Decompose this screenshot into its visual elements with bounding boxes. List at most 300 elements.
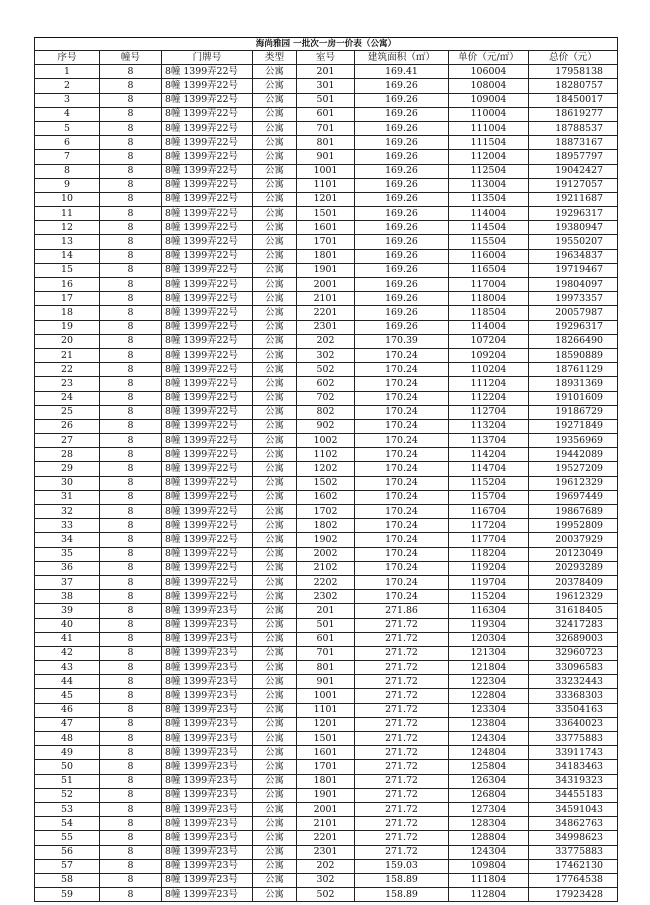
cell-type: 公寓	[253, 547, 297, 561]
table-row	[35, 150, 618, 164]
cell-building: 8	[100, 646, 162, 660]
table-row	[35, 618, 618, 632]
table-row	[35, 590, 618, 604]
cell-area: 170.24	[355, 476, 449, 490]
cell-unit-price: 116504	[449, 263, 529, 277]
cell-index: 18	[35, 306, 100, 320]
cell-type: 公寓	[253, 590, 297, 604]
cell-area: 169.26	[355, 121, 449, 135]
cell-area: 169.26	[355, 79, 449, 93]
cell-room: 1801	[297, 774, 355, 788]
cell-total-price: 18931369	[529, 377, 618, 391]
cell-unit-price: 114004	[449, 320, 529, 334]
cell-unit-price: 109204	[449, 348, 529, 362]
cell-unit-price: 122304	[449, 675, 529, 689]
cell-building: 8	[100, 377, 162, 391]
cell-address: 8幢 1399弄22号	[162, 150, 253, 164]
table-row	[35, 320, 618, 334]
cell-room: 701	[297, 121, 355, 135]
table-row	[35, 519, 618, 533]
cell-total-price: 19127057	[529, 178, 618, 192]
cell-building: 8	[100, 419, 162, 433]
cell-room: 502	[297, 363, 355, 377]
cell-address: 8幢 1399弄22号	[162, 490, 253, 504]
cell-unit-price: 112004	[449, 150, 529, 164]
table-row	[35, 604, 618, 618]
cell-index: 17	[35, 292, 100, 306]
table-row	[35, 405, 618, 419]
header-address: 门牌号	[162, 51, 253, 65]
cell-index: 4	[35, 107, 100, 121]
cell-area: 271.72	[355, 845, 449, 859]
cell-building: 8	[100, 547, 162, 561]
cell-area: 271.72	[355, 703, 449, 717]
table-row	[35, 873, 618, 887]
cell-total-price: 19356969	[529, 434, 618, 448]
cell-total-price: 19804097	[529, 278, 618, 292]
cell-type: 公寓	[253, 505, 297, 519]
cell-index: 53	[35, 802, 100, 816]
cell-unit-price: 118504	[449, 306, 529, 320]
cell-unit-price: 114504	[449, 221, 529, 235]
cell-address: 8幢 1399弄22号	[162, 178, 253, 192]
cell-index: 47	[35, 717, 100, 731]
cell-room: 2301	[297, 320, 355, 334]
cell-address: 8幢 1399弄23号	[162, 675, 253, 689]
cell-room: 1602	[297, 490, 355, 504]
cell-building: 8	[100, 732, 162, 746]
cell-unit-price: 120304	[449, 632, 529, 646]
cell-area: 170.24	[355, 391, 449, 405]
price-list-sheet	[34, 37, 617, 902]
cell-type: 公寓	[253, 561, 297, 575]
cell-index: 26	[35, 419, 100, 433]
cell-address: 8幢 1399弄22号	[162, 192, 253, 206]
cell-index: 51	[35, 774, 100, 788]
cell-area: 170.24	[355, 448, 449, 462]
cell-total-price: 19271849	[529, 419, 618, 433]
cell-index: 14	[35, 249, 100, 263]
cell-address: 8幢 1399弄22号	[162, 419, 253, 433]
cell-address: 8幢 1399弄22号	[162, 448, 253, 462]
table-row	[35, 661, 618, 675]
cell-area: 169.26	[355, 221, 449, 235]
cell-area: 271.72	[355, 661, 449, 675]
cell-address: 8幢 1399弄22号	[162, 65, 253, 79]
cell-total-price: 19634837	[529, 249, 618, 263]
cell-area: 170.24	[355, 348, 449, 362]
cell-type: 公寓	[253, 703, 297, 717]
cell-index: 29	[35, 462, 100, 476]
cell-area: 170.24	[355, 363, 449, 377]
cell-area: 169.26	[355, 292, 449, 306]
cell-room: 1202	[297, 462, 355, 476]
cell-index: 13	[35, 235, 100, 249]
cell-total-price: 32417283	[529, 618, 618, 632]
cell-area: 271.72	[355, 802, 449, 816]
cell-total-price: 18280757	[529, 79, 618, 93]
cell-index: 52	[35, 788, 100, 802]
cell-room: 1902	[297, 533, 355, 547]
cell-room: 501	[297, 93, 355, 107]
cell-type: 公寓	[253, 774, 297, 788]
cell-building: 8	[100, 448, 162, 462]
cell-area: 271.72	[355, 774, 449, 788]
cell-index: 2	[35, 79, 100, 93]
cell-address: 8幢 1399弄22号	[162, 79, 253, 93]
cell-total-price: 33232443	[529, 675, 618, 689]
cell-unit-price: 112204	[449, 391, 529, 405]
table-title: 海尚雅园 一批次一房一价表（公寓）	[35, 38, 618, 51]
cell-unit-price: 112804	[449, 888, 529, 902]
cell-index: 59	[35, 888, 100, 902]
cell-room: 1101	[297, 178, 355, 192]
cell-total-price: 34183463	[529, 760, 618, 774]
cell-address: 8幢 1399弄23号	[162, 618, 253, 632]
cell-area: 271.72	[355, 746, 449, 760]
table-row	[35, 121, 618, 135]
cell-type: 公寓	[253, 434, 297, 448]
table-row	[35, 363, 618, 377]
cell-total-price: 31618405	[529, 604, 618, 618]
cell-building: 8	[100, 717, 162, 731]
cell-address: 8幢 1399弄22号	[162, 136, 253, 150]
table-row	[35, 207, 618, 221]
cell-index: 44	[35, 675, 100, 689]
cell-room: 502	[297, 888, 355, 902]
cell-type: 公寓	[253, 150, 297, 164]
cell-type: 公寓	[253, 377, 297, 391]
cell-area: 170.24	[355, 462, 449, 476]
cell-address: 8幢 1399弄22号	[162, 462, 253, 476]
table-row	[35, 249, 618, 263]
cell-type: 公寓	[253, 448, 297, 462]
cell-type: 公寓	[253, 391, 297, 405]
cell-index: 11	[35, 207, 100, 221]
cell-building: 8	[100, 774, 162, 788]
cell-address: 8幢 1399弄23号	[162, 774, 253, 788]
cell-address: 8幢 1399弄23号	[162, 817, 253, 831]
table-row	[35, 646, 618, 660]
cell-type: 公寓	[253, 306, 297, 320]
cell-index: 40	[35, 618, 100, 632]
cell-building: 8	[100, 703, 162, 717]
cell-address: 8幢 1399弄23号	[162, 661, 253, 675]
cell-address: 8幢 1399弄22号	[162, 249, 253, 263]
cell-area: 271.72	[355, 788, 449, 802]
cell-address: 8幢 1399弄22号	[162, 348, 253, 362]
cell-index: 50	[35, 760, 100, 774]
cell-address: 8幢 1399弄23号	[162, 746, 253, 760]
cell-address: 8幢 1399弄22号	[162, 207, 253, 221]
cell-room: 801	[297, 661, 355, 675]
cell-area: 169.26	[355, 207, 449, 221]
cell-total-price: 19697449	[529, 490, 618, 504]
cell-room: 202	[297, 859, 355, 873]
cell-room: 901	[297, 150, 355, 164]
cell-building: 8	[100, 604, 162, 618]
cell-room: 302	[297, 348, 355, 362]
table-row	[35, 348, 618, 362]
table-row	[35, 888, 618, 902]
table-row	[35, 448, 618, 462]
cell-type: 公寓	[253, 746, 297, 760]
cell-type: 公寓	[253, 689, 297, 703]
cell-index: 34	[35, 533, 100, 547]
cell-unit-price: 109004	[449, 93, 529, 107]
cell-type: 公寓	[253, 348, 297, 362]
table-row	[35, 65, 618, 79]
cell-area: 169.26	[355, 263, 449, 277]
cell-area: 170.24	[355, 405, 449, 419]
cell-total-price: 18450017	[529, 93, 618, 107]
cell-room: 1702	[297, 505, 355, 519]
cell-unit-price: 123304	[449, 703, 529, 717]
cell-type: 公寓	[253, 519, 297, 533]
cell-total-price: 19719467	[529, 263, 618, 277]
cell-type: 公寓	[253, 320, 297, 334]
cell-index: 56	[35, 845, 100, 859]
cell-unit-price: 128304	[449, 817, 529, 831]
cell-room: 1201	[297, 717, 355, 731]
cell-building: 8	[100, 490, 162, 504]
cell-address: 8幢 1399弄23号	[162, 845, 253, 859]
cell-unit-price: 119204	[449, 561, 529, 575]
cell-unit-price: 106004	[449, 65, 529, 79]
table-row	[35, 334, 618, 348]
cell-type: 公寓	[253, 292, 297, 306]
table-row	[35, 533, 618, 547]
cell-building: 8	[100, 249, 162, 263]
cell-type: 公寓	[253, 533, 297, 547]
cell-address: 8幢 1399弄23号	[162, 802, 253, 816]
cell-total-price: 19612329	[529, 476, 618, 490]
cell-type: 公寓	[253, 831, 297, 845]
cell-total-price: 19952809	[529, 519, 618, 533]
cell-area: 170.24	[355, 519, 449, 533]
header-type: 类型	[253, 51, 297, 65]
cell-index: 43	[35, 661, 100, 675]
cell-room: 1101	[297, 703, 355, 717]
cell-type: 公寓	[253, 802, 297, 816]
cell-building: 8	[100, 859, 162, 873]
table-row	[35, 263, 618, 277]
cell-total-price: 34998623	[529, 831, 618, 845]
header-room: 室号	[297, 51, 355, 65]
cell-room: 2001	[297, 278, 355, 292]
cell-building: 8	[100, 519, 162, 533]
cell-index: 37	[35, 575, 100, 589]
table-body	[35, 65, 618, 902]
cell-unit-price: 122804	[449, 689, 529, 703]
cell-type: 公寓	[253, 405, 297, 419]
cell-unit-price: 123804	[449, 717, 529, 731]
cell-area: 170.24	[355, 377, 449, 391]
cell-index: 20	[35, 334, 100, 348]
table-row	[35, 164, 618, 178]
cell-building: 8	[100, 618, 162, 632]
cell-unit-price: 110004	[449, 107, 529, 121]
cell-type: 公寓	[253, 462, 297, 476]
cell-total-price: 33640023	[529, 717, 618, 731]
cell-unit-price: 124304	[449, 732, 529, 746]
cell-index: 3	[35, 93, 100, 107]
cell-index: 12	[35, 221, 100, 235]
cell-type: 公寓	[253, 817, 297, 831]
cell-type: 公寓	[253, 65, 297, 79]
cell-unit-price: 117004	[449, 278, 529, 292]
cell-address: 8幢 1399弄22号	[162, 505, 253, 519]
cell-address: 8幢 1399弄23号	[162, 760, 253, 774]
cell-building: 8	[100, 845, 162, 859]
cell-total-price: 33775883	[529, 732, 618, 746]
cell-total-price: 32960723	[529, 646, 618, 660]
cell-building: 8	[100, 831, 162, 845]
cell-building: 8	[100, 121, 162, 135]
cell-total-price: 20378409	[529, 575, 618, 589]
table-row	[35, 675, 618, 689]
cell-area: 170.24	[355, 434, 449, 448]
cell-index: 22	[35, 363, 100, 377]
cell-room: 1501	[297, 732, 355, 746]
cell-index: 38	[35, 590, 100, 604]
table-row	[35, 462, 618, 476]
cell-unit-price: 107204	[449, 334, 529, 348]
cell-type: 公寓	[253, 178, 297, 192]
table-row	[35, 632, 618, 646]
cell-building: 8	[100, 363, 162, 377]
price-table	[34, 37, 618, 902]
cell-building: 8	[100, 79, 162, 93]
cell-index: 49	[35, 746, 100, 760]
cell-building: 8	[100, 178, 162, 192]
cell-index: 31	[35, 490, 100, 504]
cell-building: 8	[100, 760, 162, 774]
cell-area: 271.72	[355, 646, 449, 660]
cell-building: 8	[100, 873, 162, 887]
cell-type: 公寓	[253, 79, 297, 93]
cell-address: 8幢 1399弄23号	[162, 732, 253, 746]
cell-unit-price: 113704	[449, 434, 529, 448]
cell-room: 601	[297, 107, 355, 121]
table-row	[35, 760, 618, 774]
cell-area: 271.72	[355, 831, 449, 845]
cell-building: 8	[100, 405, 162, 419]
cell-building: 8	[100, 278, 162, 292]
table-row	[35, 575, 618, 589]
cell-total-price: 17923428	[529, 888, 618, 902]
table-row	[35, 79, 618, 93]
cell-type: 公寓	[253, 221, 297, 235]
cell-room: 1001	[297, 164, 355, 178]
cell-area: 169.26	[355, 320, 449, 334]
table-row	[35, 717, 618, 731]
cell-unit-price: 113004	[449, 178, 529, 192]
table-row	[35, 434, 618, 448]
cell-room: 2202	[297, 575, 355, 589]
cell-building: 8	[100, 505, 162, 519]
cell-total-price: 20037929	[529, 533, 618, 547]
cell-address: 8幢 1399弄22号	[162, 575, 253, 589]
cell-address: 8幢 1399弄22号	[162, 533, 253, 547]
cell-total-price: 20123049	[529, 547, 618, 561]
cell-address: 8幢 1399弄23号	[162, 788, 253, 802]
cell-building: 8	[100, 221, 162, 235]
table-row	[35, 831, 618, 845]
cell-index: 45	[35, 689, 100, 703]
cell-room: 2201	[297, 306, 355, 320]
table-row	[35, 278, 618, 292]
cell-building: 8	[100, 689, 162, 703]
cell-total-price: 17462130	[529, 859, 618, 873]
cell-building: 8	[100, 434, 162, 448]
cell-building: 8	[100, 207, 162, 221]
cell-index: 27	[35, 434, 100, 448]
cell-area: 170.24	[355, 533, 449, 547]
cell-type: 公寓	[253, 235, 297, 249]
cell-unit-price: 114704	[449, 462, 529, 476]
cell-type: 公寓	[253, 136, 297, 150]
cell-type: 公寓	[253, 873, 297, 887]
table-row	[35, 703, 618, 717]
cell-index: 8	[35, 164, 100, 178]
cell-room: 302	[297, 873, 355, 887]
cell-area: 169.26	[355, 235, 449, 249]
cell-room: 2002	[297, 547, 355, 561]
cell-unit-price: 117204	[449, 519, 529, 533]
cell-total-price: 33775883	[529, 845, 618, 859]
cell-area: 170.24	[355, 490, 449, 504]
cell-building: 8	[100, 235, 162, 249]
cell-room: 801	[297, 136, 355, 150]
cell-type: 公寓	[253, 632, 297, 646]
cell-room: 2001	[297, 802, 355, 816]
header-area: 建筑面积（㎡）	[355, 51, 449, 65]
cell-type: 公寓	[253, 476, 297, 490]
cell-room: 2101	[297, 817, 355, 831]
cell-type: 公寓	[253, 363, 297, 377]
cell-building: 8	[100, 150, 162, 164]
cell-unit-price: 126304	[449, 774, 529, 788]
cell-index: 24	[35, 391, 100, 405]
cell-index: 25	[35, 405, 100, 419]
table-row	[35, 377, 618, 391]
cell-room: 902	[297, 419, 355, 433]
cell-type: 公寓	[253, 278, 297, 292]
table-row	[35, 845, 618, 859]
cell-index: 23	[35, 377, 100, 391]
cell-room: 1601	[297, 746, 355, 760]
table-row	[35, 391, 618, 405]
table-row	[35, 136, 618, 150]
cell-index: 19	[35, 320, 100, 334]
cell-unit-price: 116704	[449, 505, 529, 519]
cell-total-price: 33911743	[529, 746, 618, 760]
cell-address: 8幢 1399弄22号	[162, 405, 253, 419]
cell-index: 32	[35, 505, 100, 519]
cell-room: 1102	[297, 448, 355, 462]
cell-room: 802	[297, 405, 355, 419]
cell-index: 1	[35, 65, 100, 79]
cell-area: 169.26	[355, 192, 449, 206]
cell-unit-price: 127304	[449, 802, 529, 816]
cell-area: 271.72	[355, 675, 449, 689]
table-row	[35, 476, 618, 490]
table-row	[35, 419, 618, 433]
cell-total-price: 19380947	[529, 221, 618, 235]
cell-index: 28	[35, 448, 100, 462]
cell-address: 8幢 1399弄23号	[162, 888, 253, 902]
